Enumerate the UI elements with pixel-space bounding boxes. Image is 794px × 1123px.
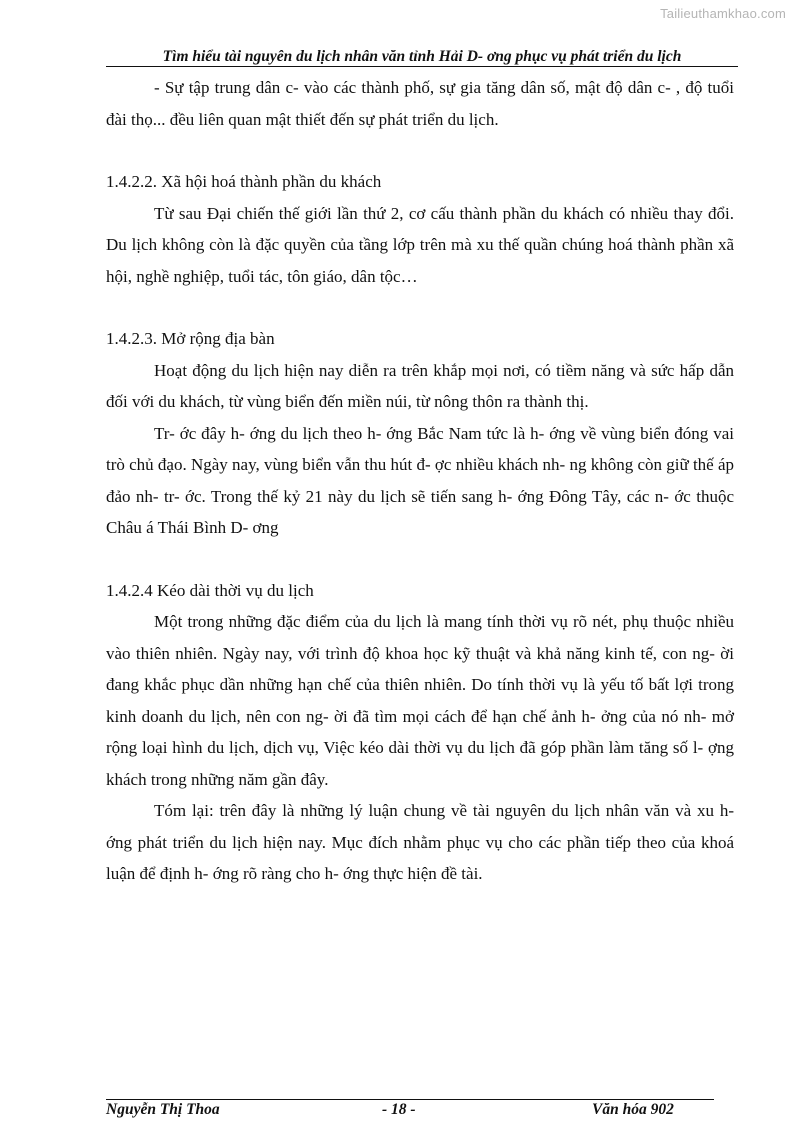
section-heading-1-4-2-4: 1.4.2.4 Kéo dài thời vụ du lịch: [106, 580, 314, 600]
spacer: [106, 135, 734, 166]
spacer: [106, 544, 734, 575]
section-heading-1-4-2-2: 1.4.2.2. Xã hội hoá thành phần du khách: [106, 172, 382, 191]
footer-author: Nguyễn Thị Thoa: [106, 1101, 220, 1118]
footer-page-number: - 18 -: [382, 1101, 416, 1118]
spacer: [106, 292, 734, 323]
body-paragraph: Hoạt động du lịch hiện nay diễn ra trên khắp mọi nơi, có tiềm năng và sức hấp dẫn đối với du khách, từ vùng biển đến miền núi, từ nông thôn ra thành thị.: [106, 360, 734, 411]
section-heading-1-4-2-3: 1.4.2.3. Mở rộng địa bàn: [106, 329, 275, 348]
page-body: [106, 72, 734, 890]
footer-class: Văn hóa 902: [592, 1101, 674, 1118]
running-footer: [106, 1101, 714, 1123]
body-paragraph: Từ sau Đại chiến thế giới lần thứ 2, cơ cấu thành phần du khách có nhiều thay đổi. Du lịch không còn là đặc quyền của tầng lớp trên mà xu thế quần chúng hoá thành phần xã hội, nghề nghiệp, tuổi tác, tôn giáo, dân tộc…: [106, 203, 734, 286]
bullet-paragraph: - Sự tập trung dân c- vào các thành phố, sự gia tăng dân số, mật độ dân c- , độ tuổi đài thọ... đều liên quan mật thiết đến sự phát triển du lịch.: [106, 78, 734, 129]
summary-paragraph: Tóm lại: trên đây là những lý luận chung về tài nguyên du lịch nhân văn và xu h- ớng phát triển du lịch hiện nay. Mục đích nhằm phục vụ cho các phần tiếp theo của khoá luận để định h- ớng rõ ràng cho h- ớng thực hiện đề tài.: [106, 801, 734, 883]
header-divider: [106, 66, 738, 67]
watermark: Tailieuthamkhao.com: [660, 6, 786, 21]
running-header: Tìm hiểu tài nguyên du lịch nhân văn tỉnh Hải D- ơng phục vụ phát triển du lịch: [162, 48, 682, 65]
body-paragraph: Một trong những đặc điểm của du lịch là mang tính thời vụ rõ nét, phụ thuộc nhiều vào thiên nhiên. Ngày nay, với trình độ khoa học kỹ thuật và khả năng kinh tế, con ng- ời đang khắc phục dần những hạn chế của thiên nhiên. Do tính thời vụ là yếu tố bất lợi trong kinh doanh du lịch, nên con ng- ời đã tìm mọi cách để hạn chế ảnh h- ởng của nó nh- mở rộng loại hình du lịch, dịch vụ, Việc kéo dài thời vụ du lịch đã góp phần làm tăng số l- ợng khách trong những năm gần đây.: [106, 612, 734, 789]
body-paragraph: Tr- ớc đây h- ớng du lịch theo h- ớng Bắc Nam tức là h- ớng về vùng biển đóng vai trò chủ đạo. Ngày nay, vùng biển vẫn thu hút đ- ợc nhiều khách nh- ng không còn giữ thế áp đảo nh- tr- ớc. Trong thế kỷ 21 này du lịch sẽ tiến sang h- ớng Đông Tây, các n- ớc thuộc Châu á Thái Bình D- ơng: [106, 423, 735, 537]
footer-divider: [106, 1099, 714, 1100]
